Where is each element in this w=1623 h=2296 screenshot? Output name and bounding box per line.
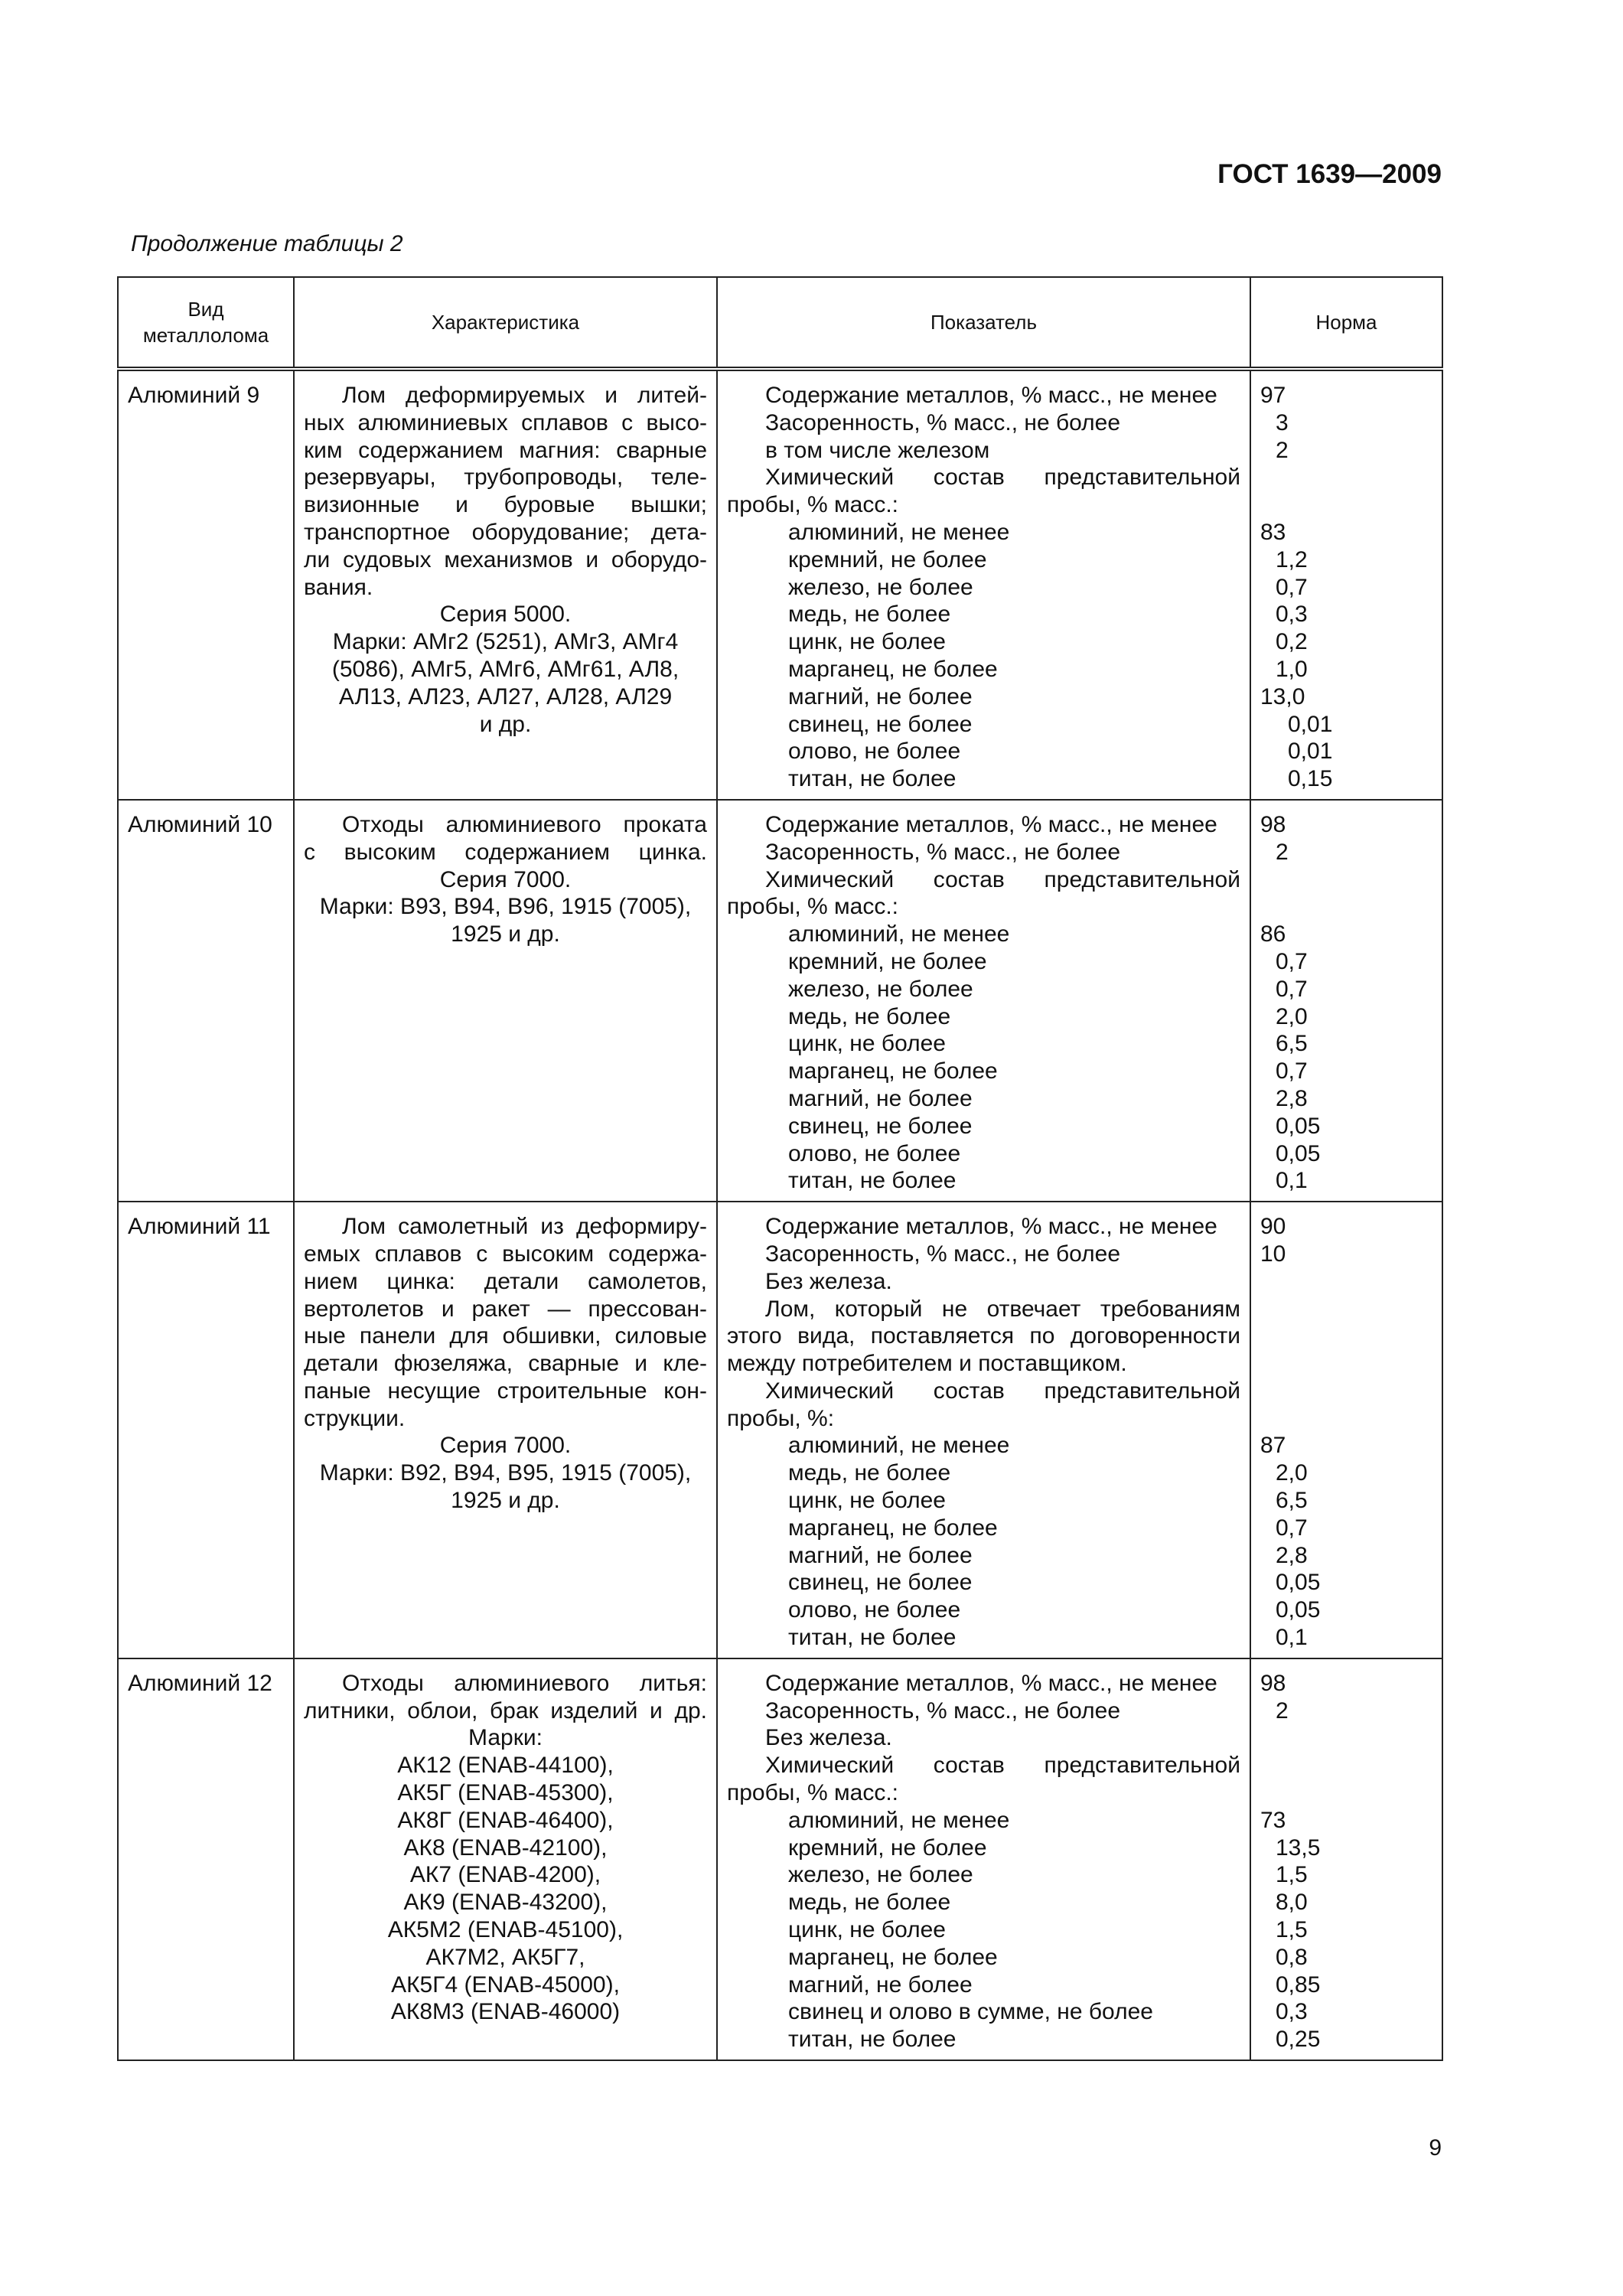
- norm-value: [1260, 1752, 1432, 1779]
- characteristic-line: с высоким содержанием цинка.: [304, 839, 707, 865]
- norm-value: 0,7: [1276, 1058, 1308, 1084]
- scrap-kind: Алюминий 11: [118, 1202, 294, 1658]
- characteristic-line: Серия 7000.: [439, 866, 572, 892]
- norm-value: [1260, 1296, 1432, 1323]
- norm-value: 98: [1260, 811, 1286, 837]
- norm-value: 2,8: [1276, 1542, 1308, 1568]
- indicator-line: магний, не более: [788, 1542, 973, 1568]
- characteristic-line: нием цинка: детали самолетов,: [304, 1268, 707, 1294]
- indicator-line: Засоренность, % масс., не более: [765, 1698, 1121, 1724]
- indicator-line: железо, не более: [788, 1862, 973, 1888]
- characteristic-line: Отходы алюминиевого литья:: [342, 1670, 707, 1696]
- indicator-cell: [717, 800, 1250, 1202]
- indicator-line: цинк, не более: [788, 1488, 946, 1514]
- characteristic-line: детали фюзеляжа, сварные и кле-: [304, 1351, 707, 1377]
- characteristic-line: Лом деформируемых и литей-: [342, 383, 707, 408]
- characteristic-line: Лом самолетный из деформиру-: [342, 1214, 707, 1240]
- norm-value: 2: [1276, 437, 1289, 463]
- norm-value: 73: [1260, 1807, 1286, 1833]
- indicator-line: свинец, не более: [788, 1113, 973, 1139]
- norm-value: 83: [1260, 519, 1286, 545]
- indicator-line: магний, не более: [788, 1971, 973, 1998]
- norm-value: 13,0: [1260, 683, 1305, 709]
- specification-table: [117, 276, 1443, 2061]
- norm-value: 0,05: [1276, 1597, 1321, 1623]
- norm-value: 1,0: [1276, 656, 1308, 682]
- norm-value: [1260, 491, 1432, 519]
- indicator-line: алюминий, не менее: [788, 921, 1010, 947]
- indicator-line: пробы, % масс.:: [727, 894, 899, 920]
- indicator-line: Содержание металлов, % масс., не менее: [765, 1670, 1217, 1696]
- page-number: 9: [1429, 2135, 1442, 2161]
- indicator-line: кремний, не более: [788, 1835, 987, 1861]
- indicator-line: медь, не более: [788, 1890, 951, 1916]
- norm-value: 1,5: [1276, 1862, 1308, 1888]
- characteristic-line: транспортное оборудование; дета-: [304, 519, 707, 545]
- norm-value: 6,5: [1276, 1488, 1308, 1514]
- norm-value: 0,05: [1276, 1570, 1321, 1596]
- indicator-line: титан, не более: [788, 766, 957, 792]
- norm-value: [1260, 1350, 1432, 1378]
- indicator-cell: [717, 1658, 1250, 2060]
- indicator-line: титан, не более: [788, 2027, 957, 2053]
- characteristic-line: визионные и буровые вышки;: [304, 492, 707, 518]
- characteristic-line: паные несущие строительные кон-: [304, 1378, 707, 1404]
- table-row: [118, 1658, 1442, 2060]
- norm-value: 97: [1260, 383, 1286, 408]
- norm-value: 0,7: [1276, 976, 1308, 1002]
- norm-value: 0,8: [1276, 1944, 1308, 1970]
- indicator-line: Засоренность, % масс., не более: [765, 1241, 1121, 1267]
- indicator-line: Засоренность, % масс., не более: [765, 409, 1121, 435]
- indicator-line: марганец, не более: [788, 1515, 998, 1541]
- table-header-row: [118, 277, 1442, 369]
- indicator-line: Содержание металлов, % масс., не менее: [765, 1214, 1217, 1240]
- characteristic-line: АК12 (ENAB-44100),: [397, 1753, 614, 1779]
- indicator-line: Засоренность, % масс., не более: [765, 839, 1121, 865]
- norm-cell: [1250, 1202, 1442, 1658]
- norm-value: 13,5: [1276, 1835, 1321, 1861]
- indicator-line: магний, не более: [788, 683, 973, 709]
- indicator-line: марганец, не более: [788, 656, 998, 682]
- scrap-kind: Алюминий 9: [118, 369, 294, 800]
- indicator-line: этого вида, поставляется по договоренности: [727, 1323, 1240, 1349]
- norm-value: 6,5: [1276, 1031, 1308, 1057]
- characteristic-line: емых сплавов с высоким содержа-: [304, 1241, 707, 1267]
- norm-value: 1,2: [1276, 546, 1308, 572]
- norm-value: 0,01: [1288, 711, 1333, 737]
- norm-value: [1260, 1405, 1432, 1433]
- indicator-line: медь, не более: [788, 602, 951, 628]
- characteristic-line: ных алюминиевых сплавов с высо-: [304, 409, 707, 435]
- norm-value: 2: [1276, 839, 1289, 865]
- characteristic-cell: [294, 1202, 717, 1658]
- norm-value: 0,25: [1276, 2027, 1321, 2053]
- indicator-line: олово, не более: [788, 1597, 961, 1623]
- characteristic-cell: [294, 800, 717, 1202]
- indicator-line: Содержание металлов, % масс., не менее: [765, 383, 1217, 408]
- indicator-line: свинец и олово в сумме, не более: [788, 1999, 1153, 2025]
- table-caption: Продолжение таблицы 2: [131, 231, 403, 256]
- norm-value: 2,0: [1276, 1460, 1308, 1486]
- characteristic-line: АК5Г4 (ENAB-45000),: [391, 1971, 620, 1998]
- column-header-kind: Вид металлолома: [118, 277, 294, 369]
- characteristic-line: Марки:: [468, 1725, 543, 1751]
- norm-value: [1260, 1322, 1432, 1350]
- norm-value: 8,0: [1276, 1890, 1308, 1916]
- norm-value: 3: [1276, 409, 1289, 435]
- table-row: [118, 800, 1442, 1202]
- indicator-line: медь, не более: [788, 1460, 951, 1486]
- indicator-line: цинк, не более: [788, 629, 946, 655]
- scrap-kind: Алюминий 12: [118, 1658, 294, 2060]
- column-header-characteristic: Характеристика: [294, 277, 717, 369]
- characteristic-line: АК7 (ENAB-4200),: [409, 1862, 601, 1888]
- norm-value: 0,1: [1276, 1168, 1308, 1194]
- table-row: [118, 1202, 1442, 1658]
- norm-value: 2: [1276, 1698, 1289, 1724]
- norm-value: 0,01: [1288, 739, 1333, 765]
- norm-value: [1260, 1724, 1432, 1752]
- indicator-line: железо, не более: [788, 574, 973, 600]
- indicator-line: кремний, не более: [788, 546, 987, 572]
- scrap-kind: Алюминий 10: [118, 800, 294, 1202]
- characteristic-line: Марки: В92, В94, В95, 1915 (7005),: [319, 1460, 692, 1486]
- characteristic-line: АК8 (ENAB-42100),: [403, 1835, 608, 1861]
- indicator-cell: [717, 369, 1250, 800]
- norm-value: 0,2: [1276, 629, 1308, 655]
- table-row: [118, 369, 1442, 800]
- indicator-line: алюминий, не менее: [788, 1433, 1010, 1459]
- characteristic-line: Отходы алюминиевого проката: [342, 811, 707, 837]
- indicator-line: пробы, % масс.:: [727, 492, 899, 518]
- characteristic-line: ким содержанием магния: сварные: [304, 437, 707, 463]
- indicator-cell: [717, 1202, 1250, 1658]
- indicator-line: Содержание металлов, % масс., не менее: [765, 811, 1217, 837]
- indicator-line: алюминий, не менее: [788, 1807, 1010, 1833]
- norm-value: 10: [1260, 1241, 1286, 1267]
- indicator-line: пробы, %:: [727, 1405, 835, 1431]
- norm-cell: [1250, 800, 1442, 1202]
- norm-value: 98: [1260, 1670, 1286, 1696]
- indicator-line: титан, не более: [788, 1625, 957, 1651]
- characteristic-line: ные панели для обшивки, силовые: [304, 1323, 707, 1349]
- norm-value: 1,5: [1276, 1917, 1308, 1943]
- characteristic-line: АК9 (ENAB-43200),: [403, 1890, 608, 1916]
- norm-value: 90: [1260, 1214, 1286, 1240]
- characteristic-line: АК5Г (ENAB-45300),: [397, 1780, 614, 1806]
- norm-value: 86: [1260, 921, 1286, 947]
- characteristic-line: вертолетов и ракет — прессован-: [304, 1296, 707, 1322]
- characteristic-line: АК5М2 (ENAB-45100),: [387, 1917, 624, 1943]
- norm-value: 0,05: [1276, 1113, 1321, 1139]
- characteristic-line: АК8Г (ENAB-46400),: [397, 1807, 614, 1833]
- norm-value: [1260, 866, 1432, 894]
- document-code: ГОСТ 1639—2009: [1217, 159, 1442, 189]
- norm-value: 87: [1260, 1433, 1286, 1459]
- characteristic-line: (5086), АМг5, АМг6, АМг61, АЛ8,: [331, 656, 680, 682]
- indicator-line: Химический состав представительной: [765, 866, 1240, 892]
- characteristic-line: АК8М3 (ENAB-46000): [390, 1999, 621, 2025]
- norm-value: 0,3: [1276, 602, 1308, 628]
- norm-value: 0,7: [1276, 1515, 1308, 1541]
- norm-cell: [1250, 369, 1442, 800]
- column-header-norm: Норма: [1250, 277, 1442, 369]
- norm-value: 0,05: [1276, 1140, 1321, 1166]
- indicator-line: Химический состав представительной: [765, 1378, 1240, 1404]
- characteristic-line: струкции.: [304, 1405, 406, 1431]
- indicator-line: титан, не более: [788, 1168, 957, 1194]
- indicator-line: Лом, который не отвечает требованиям: [765, 1296, 1240, 1322]
- norm-value: [1260, 1378, 1432, 1405]
- characteristic-line: 1925 и др.: [451, 1488, 560, 1514]
- characteristic-line: Марки: АМг2 (5251), АМг3, АМг4: [332, 629, 679, 655]
- characteristic-line: Серия 5000.: [439, 602, 572, 628]
- norm-value: 0,1: [1276, 1625, 1308, 1651]
- characteristic-line: Серия 7000.: [439, 1433, 572, 1459]
- norm-value: [1260, 464, 1432, 491]
- characteristic-line: литники, облои, брак изделий и др.: [304, 1698, 707, 1724]
- characteristic-cell: [294, 1658, 717, 2060]
- indicator-line: олово, не более: [788, 1140, 961, 1166]
- norm-value: [1260, 1268, 1432, 1296]
- indicator-line: Без железа.: [765, 1268, 892, 1294]
- norm-value: 2,0: [1276, 1003, 1308, 1029]
- characteristic-line: 1925 и др.: [451, 921, 560, 947]
- column-header-indicator: Показатель: [717, 277, 1250, 369]
- characteristic-line: АК7М2, АК5Г7,: [425, 1944, 585, 1970]
- indicator-line: медь, не более: [788, 1003, 951, 1029]
- characteristic-line: и др.: [479, 711, 532, 737]
- indicator-line: цинк, не более: [788, 1917, 946, 1943]
- norm-value: 2,8: [1276, 1085, 1308, 1111]
- norm-value: 0,15: [1288, 766, 1333, 792]
- indicator-line: Химический состав представительной: [765, 1753, 1240, 1779]
- norm-value: 0,85: [1276, 1971, 1321, 1998]
- norm-value: 0,3: [1276, 1999, 1308, 2025]
- indicator-line: Химический состав представительной: [765, 465, 1240, 491]
- characteristic-line: АЛ13, АЛ23, АЛ27, АЛ28, АЛ29: [338, 683, 673, 709]
- indicator-line: олово, не более: [788, 739, 961, 765]
- indicator-line: железо, не более: [788, 976, 973, 1002]
- norm-cell: [1250, 1658, 1442, 2060]
- indicator-line: марганец, не более: [788, 1058, 998, 1084]
- characteristic-line: Марки: В93, В94, В96, 1915 (7005),: [319, 894, 692, 920]
- norm-value: 0,7: [1276, 948, 1308, 974]
- indicator-line: алюминий, не менее: [788, 519, 1010, 545]
- characteristic-cell: [294, 369, 717, 800]
- indicator-line: кремний, не более: [788, 948, 987, 974]
- indicator-line: пробы, % масс.:: [727, 1780, 899, 1806]
- norm-value: 0,7: [1276, 574, 1308, 600]
- indicator-line: свинец, не более: [788, 711, 973, 737]
- characteristic-line: вания.: [304, 574, 373, 600]
- characteristic-line: резервуары, трубопроводы, теле-: [304, 465, 707, 491]
- indicator-line: в том числе железом: [765, 437, 990, 463]
- indicator-line: цинк, не более: [788, 1031, 946, 1057]
- indicator-line: марганец, не более: [788, 1944, 998, 1970]
- indicator-line: между потребителем и поставщиком.: [727, 1351, 1127, 1377]
- norm-value: [1260, 1779, 1432, 1807]
- indicator-line: свинец, не более: [788, 1570, 973, 1596]
- indicator-line: магний, не более: [788, 1085, 973, 1111]
- characteristic-line: ли судовых механизмов и оборудо-: [304, 546, 707, 572]
- indicator-line: Без железа.: [765, 1725, 892, 1751]
- norm-value: [1260, 893, 1432, 921]
